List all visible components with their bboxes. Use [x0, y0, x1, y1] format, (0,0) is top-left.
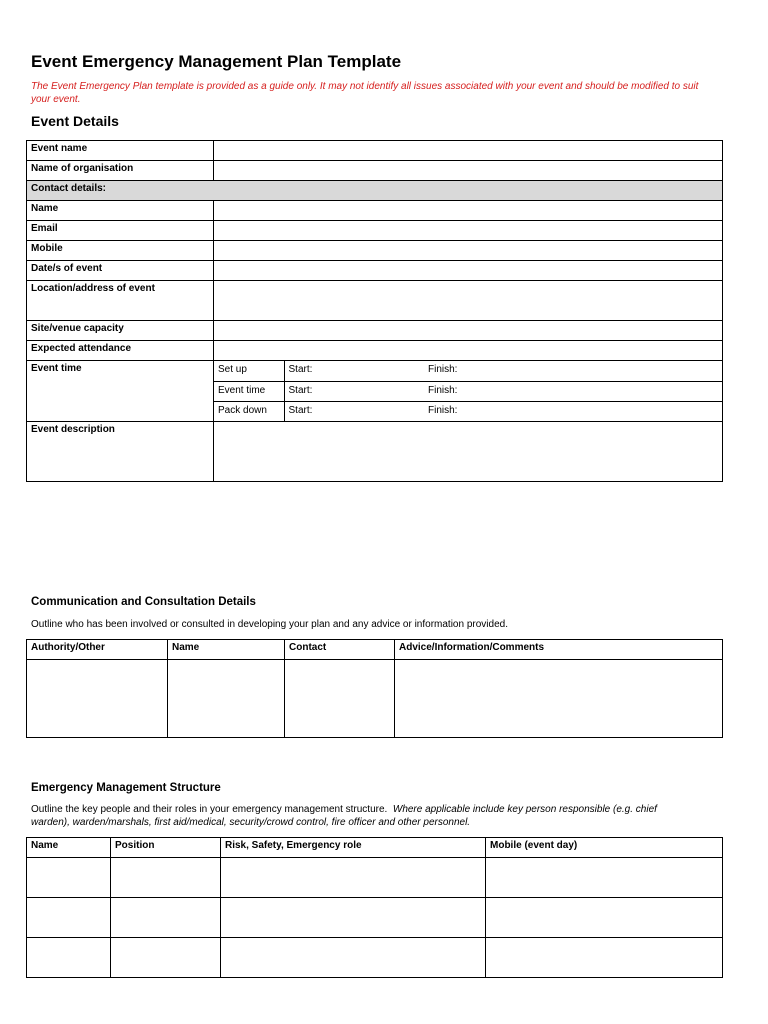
contact-name-field[interactable]	[214, 201, 723, 221]
event-details-table	[26, 140, 723, 482]
col-contact: Contact	[285, 640, 395, 660]
mobile-event-field[interactable]	[486, 938, 723, 978]
structure-intro-italic: Where applicable include key person responsible (e.g. chief warden), warden/marshals, first aid/medical, security/crowd control, fire officer and other personnel.	[31, 804, 657, 828]
comm-name-field[interactable]	[168, 660, 285, 738]
event-dates-field[interactable]	[214, 261, 723, 281]
location-label: Location/address of event	[27, 281, 214, 321]
description-field[interactable]	[214, 422, 723, 482]
mobile-label: Mobile	[27, 241, 214, 261]
organisation-label: Name of organisation	[27, 161, 214, 181]
structure-heading: Emergency Management Structure	[31, 782, 221, 794]
email-label: Email	[27, 221, 214, 241]
attendance-field[interactable]	[214, 341, 723, 361]
structure-intro	[31, 803, 671, 829]
eventtime-finish[interactable]: Finish:	[428, 384, 458, 396]
communication-heading: Communication and Consultation Details	[31, 596, 256, 608]
structure-table	[26, 837, 723, 978]
packdown-start[interactable]: Start:	[288, 404, 313, 416]
col-mobile: Mobile (event day)	[486, 838, 723, 858]
position-field[interactable]	[111, 898, 221, 938]
event-time-label: Event time	[27, 361, 214, 422]
attendance-label: Expected attendance	[27, 341, 214, 361]
organisation-field[interactable]	[214, 161, 723, 181]
communication-intro: Outline who has been involved or consulted in developing your plan and any advice or information provided.	[31, 619, 508, 630]
event-dates-label: Date/s of event	[27, 261, 214, 281]
mobile-event-field[interactable]	[486, 898, 723, 938]
contact-name-label: Name	[27, 201, 214, 221]
event-name-field[interactable]	[214, 141, 723, 161]
position-field[interactable]	[111, 858, 221, 898]
description-label: Event description	[27, 422, 214, 482]
mobile-event-field[interactable]	[486, 858, 723, 898]
packdown-label: Pack down	[214, 401, 284, 421]
role-field[interactable]	[221, 938, 486, 978]
person-name-field[interactable]	[27, 938, 111, 978]
mobile-field[interactable]	[214, 241, 723, 261]
event-details-heading: Event Details	[31, 113, 119, 129]
role-field[interactable]	[221, 858, 486, 898]
col-role: Risk, Safety, Emergency role	[221, 838, 486, 858]
col-person-name: Name	[27, 838, 111, 858]
eventtime-start[interactable]: Start:	[288, 384, 313, 396]
page-title: Event Emergency Management Plan Template	[31, 52, 402, 71]
comm-contact-field[interactable]	[285, 660, 395, 738]
setup-label: Set up	[214, 361, 284, 381]
role-field[interactable]	[221, 898, 486, 938]
email-field[interactable]	[214, 221, 723, 241]
authority-field[interactable]	[27, 660, 168, 738]
setup-start[interactable]: Start:	[288, 364, 313, 375]
person-name-field[interactable]	[27, 858, 111, 898]
event-time-table	[214, 361, 722, 421]
advice-field[interactable]	[395, 660, 723, 738]
col-authority: Authority/Other	[27, 640, 168, 660]
communication-table	[26, 639, 723, 738]
position-field[interactable]	[111, 938, 221, 978]
capacity-field[interactable]	[214, 321, 723, 341]
col-advice: Advice/Information/Comments	[395, 640, 723, 660]
structure-intro-plain: Outline the key people and their roles in your emergency management structure.	[31, 804, 388, 815]
event-time-cell	[214, 361, 723, 422]
capacity-label: Site/venue capacity	[27, 321, 214, 341]
eventtime-label: Event time	[214, 381, 284, 401]
person-name-field[interactable]	[27, 898, 111, 938]
col-name: Name	[168, 640, 285, 660]
col-position: Position	[111, 838, 221, 858]
location-field[interactable]	[214, 281, 723, 321]
setup-finish[interactable]: Finish:	[428, 364, 458, 375]
packdown-finish[interactable]: Finish:	[428, 404, 458, 416]
event-name-label: Event name	[27, 141, 214, 161]
contact-details-label: Contact details:	[27, 181, 723, 201]
guide-note: The Event Emergency Plan template is provided as a guide only. It may not identify all issues associated with your event and should be modified to suit your event.	[31, 81, 699, 105]
